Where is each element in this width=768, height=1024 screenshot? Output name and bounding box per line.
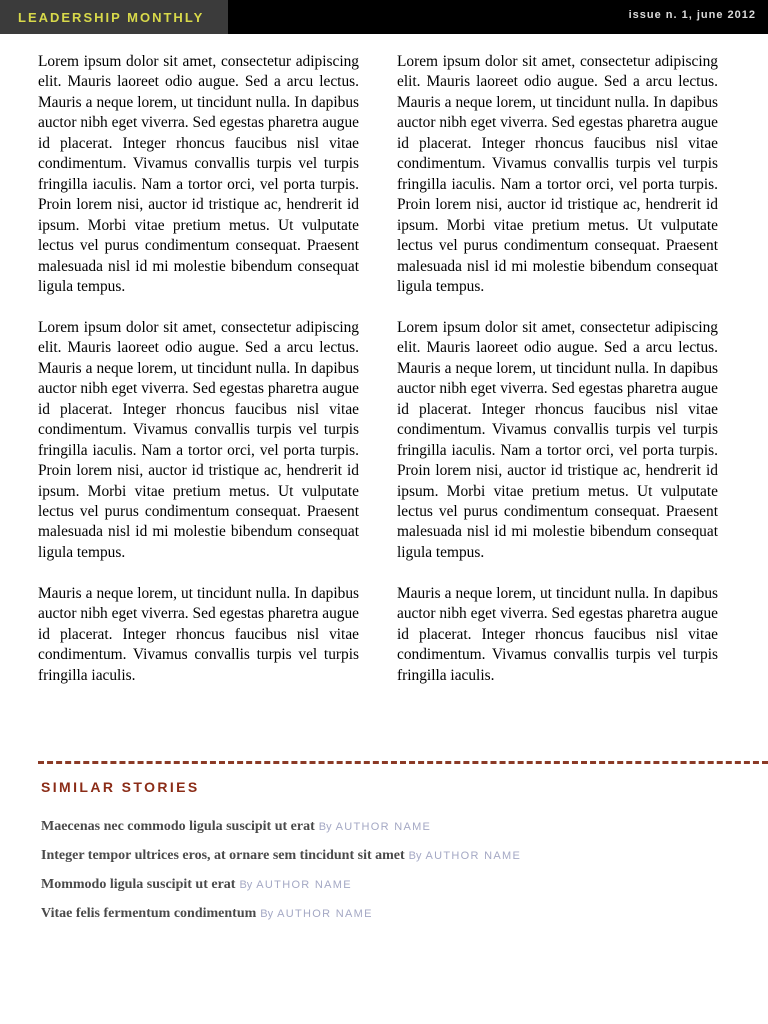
article-paragraph: Mauris a neque lorem, ut tincidunt nulla. In dapibus auctor nibh eget viverra. Sed egestas pharetra augue id placerat. Integer rhoncus faucibus nisl vitae condimentum. Vivamus convallis turpis vel turpis fringilla iaculis. — [38, 584, 359, 684]
story-link[interactable]: Maecenas nec commodo ligula suscipit ut erat — [41, 819, 315, 834]
article-paragraph: Lorem ipsum dolor sit amet, consectetur adipiscing elit. Mauris laoreet odio augue. Sed a arcu lectus. Mauris a neque lorem, ut tincidunt nulla. In dapibus auctor nibh eget viverra. Sed egestas pharetra augue id placerat. Integer rhoncus faucibus nisl vitae condimentum. Vivamus convallis turpis vel turpis fringilla iaculis. Nam a tortor orci, vel porta turpis. Proin lorem nisi, auctor id tristique ac, hendrerit id ipsum. Morbi vitae pretium metus. Ut vulputate lectus vel purus condimentum consequat. Praesent malesuada nisl id mi molestie bibendum consequat ligula tempus. — [397, 318, 718, 561]
story-item — [41, 903, 521, 932]
story-item — [41, 816, 521, 845]
story-link[interactable]: Integer tempor ultrices eros, at ornare sem tincidunt sit amet — [41, 848, 405, 863]
byline-by: By — [408, 850, 422, 862]
byline-by: By — [239, 879, 253, 891]
top-bar — [0, 0, 768, 34]
author-name: AUTHOR NAME — [277, 908, 373, 920]
byline-by: By — [260, 908, 274, 920]
similar-stories-list — [41, 816, 521, 932]
masthead-title: LEADERSHIP MONTHLY — [18, 9, 205, 25]
story-link[interactable]: Vitae felis fermentum condimentum — [41, 906, 257, 921]
author-name: AUTHOR NAME — [335, 821, 432, 833]
byline-by: By — [318, 821, 332, 833]
similar-stories-heading: SIMILAR STORIES — [41, 779, 200, 795]
article-paragraph: Lorem ipsum dolor sit amet, consectetur adipiscing elit. Mauris laoreet odio augue. Sed a arcu lectus. Mauris a neque lorem, ut tincidunt nulla. In dapibus auctor nibh eget viverra. Sed egestas pharetra augue id placerat. Integer rhoncus faucibus nisl vitae condimentum. Vivamus convallis turpis vel turpis fringilla iaculis. Nam a tortor orci, vel porta turpis. Proin lorem nisi, auctor id tristique ac, hendrerit id ipsum. Morbi vitae pretium metus. Ut vulputate lectus vel purus condimentum consequat. Praesent malesuada nisl id mi molestie bibendum consequat ligula tempus. — [38, 53, 359, 295]
article-paragraph: Mauris a neque lorem, ut tincidunt nulla. In dapibus auctor nibh eget viverra. Sed egestas pharetra augue id placerat. Integer rhoncus faucibus nisl vitae condimentum. Vivamus convallis turpis vel turpis fringilla iaculis. — [397, 584, 718, 684]
section-divider — [38, 761, 768, 764]
masthead — [0, 0, 228, 34]
article-paragraph: Lorem ipsum dolor sit amet, consectetur adipiscing elit. Mauris laoreet odio augue. Sed a arcu lectus. Mauris a neque lorem, ut tincidunt nulla. In dapibus auctor nibh eget viverra. Sed egestas pharetra augue id placerat. Integer rhoncus faucibus nisl vitae condimentum. Vivamus convallis turpis vel turpis fringilla iaculis. Nam a tortor orci, vel porta turpis. Proin lorem nisi, auctor id tristique ac, hendrerit id ipsum. Morbi vitae pretium metus. Ut vulputate lectus vel purus condimentum consequat. Praesent malesuada nisl id mi molestie bibendum consequat ligula tempus. — [397, 53, 718, 295]
issue-info: issue n. 1, june 2012 — [628, 9, 756, 21]
story-link[interactable]: Mommodo ligula suscipit ut erat — [41, 877, 236, 892]
article-paragraph: Lorem ipsum dolor sit amet, consectetur adipiscing elit. Mauris laoreet odio augue. Sed a arcu lectus. Mauris a neque lorem, ut tincidunt nulla. In dapibus auctor nibh eget viverra. Sed egestas pharetra augue id placerat. Integer rhoncus faucibus nisl vitae condimentum. Vivamus convallis turpis vel turpis fringilla iaculis. Nam a tortor orci, vel porta turpis. Proin lorem nisi, auctor id tristique ac, hendrerit id ipsum. Morbi vitae pretium metus. Ut vulputate lectus vel purus condimentum consequat. Praesent malesuada nisl id mi molestie bibendum consequat ligula tempus. — [38, 318, 359, 561]
article-column-right — [397, 52, 718, 686]
author-name: AUTHOR NAME — [256, 879, 352, 891]
story-item — [41, 874, 521, 903]
article-column-left — [38, 52, 359, 686]
story-item — [41, 845, 521, 874]
author-name: AUTHOR NAME — [425, 850, 522, 862]
